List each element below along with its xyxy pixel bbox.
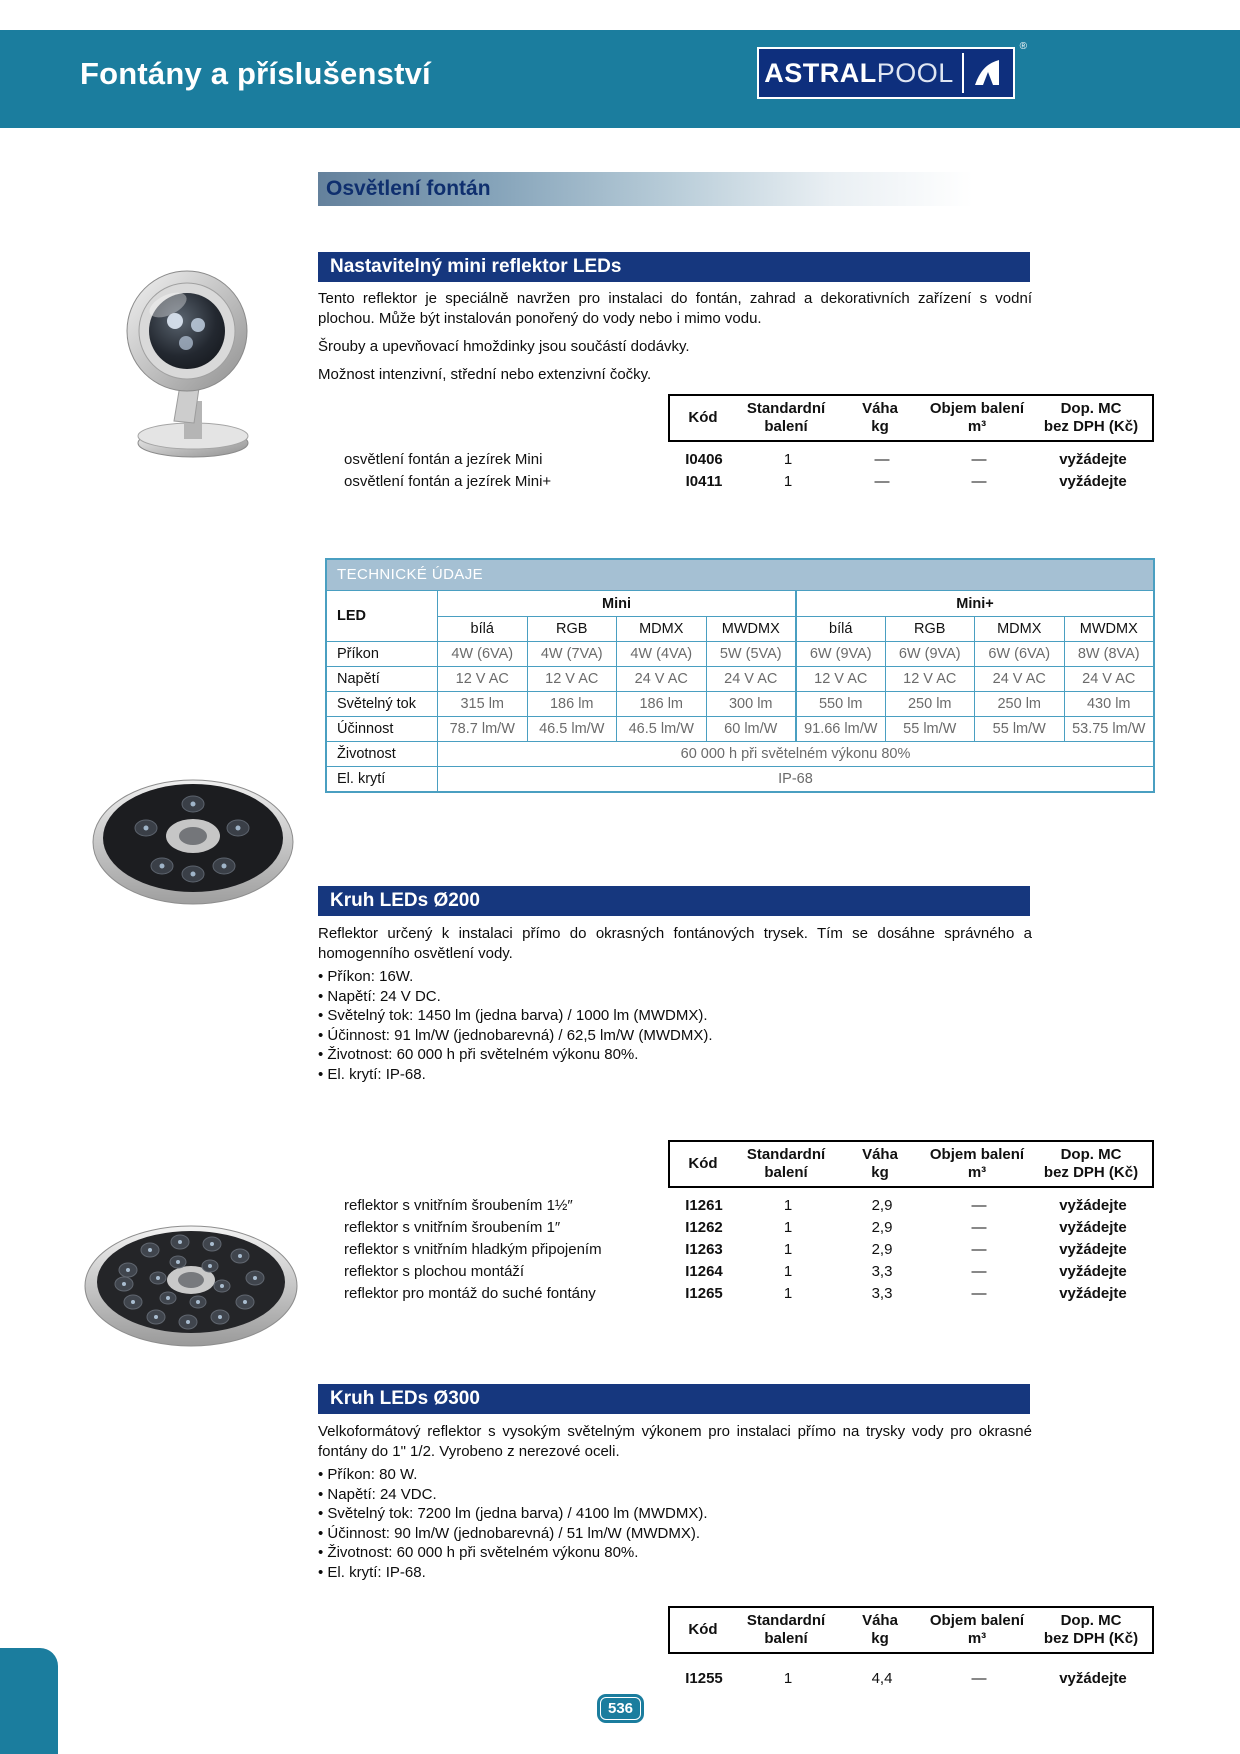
bullet-item: • Životnost: 60 000 h při světelném výkonu 80%.	[318, 1045, 1032, 1065]
cell-volume: —	[971, 1670, 987, 1687]
cell-code: I1264	[685, 1263, 723, 1280]
table-row	[330, 1285, 1160, 1302]
cell-price: vyžádejte	[1059, 1241, 1127, 1258]
cell-volume: —	[971, 451, 987, 468]
section1-paragraph-2: Šrouby a upevňovací hmoždinky jsou součástí dodávky.	[318, 338, 690, 355]
col-header-price: Dop. MC bez DPH (Kč)	[1043, 1146, 1139, 1181]
tech-value: 6W (9VA)	[795, 641, 885, 666]
tech-value: 4W (7VA)	[527, 641, 617, 666]
tech-value: 6W (9VA)	[885, 641, 975, 666]
tech-subcol: RGB	[527, 616, 617, 641]
price-table-header	[668, 394, 1154, 442]
tech-value-lifespan: 60 000 h při světelném výkonu 80%	[437, 741, 1153, 766]
cell-price: vyžádejte	[1059, 1263, 1127, 1280]
cell-code: I1255	[685, 1670, 723, 1687]
cell-weight: 2,9	[871, 1241, 893, 1258]
cell-product-name: reflektor s plochou montáží	[344, 1263, 525, 1280]
tech-value: 12 V AC	[795, 666, 885, 691]
cell-price: vyžádejte	[1059, 1285, 1127, 1302]
cell-pack: 1	[783, 1197, 793, 1214]
col-header-pack: Standardní balení	[746, 400, 826, 435]
section1-title-bar	[318, 252, 1030, 282]
section3-bullet-list	[318, 1465, 1032, 1582]
cell-volume: —	[971, 1219, 987, 1236]
tech-value: 186 lm	[616, 691, 706, 716]
product-photo-ring-300	[80, 1220, 302, 1357]
cell-weight: —	[874, 451, 890, 468]
col-header-weight: Váha kg	[862, 1612, 898, 1647]
tech-row-label: Účinnost	[327, 716, 437, 741]
bullet-item: • El. krytí: IP-68.	[318, 1065, 1032, 1085]
tech-value: 5W (5VA)	[706, 641, 796, 666]
tech-value: 53.75 lm/W	[1064, 716, 1154, 741]
tech-value: 250 lm	[885, 691, 975, 716]
cell-product-name: osvětlení fontán a jezírek Mini+	[344, 473, 552, 490]
tech-row-label: Životnost	[327, 741, 437, 766]
tech-value: 250 lm	[974, 691, 1064, 716]
tech-value: 6W (6VA)	[974, 641, 1064, 666]
technical-data-table	[325, 558, 1155, 793]
cell-code: I1262	[685, 1219, 723, 1236]
price-table-header	[668, 1606, 1154, 1654]
cell-code: I0411	[685, 473, 723, 490]
tech-value: 55 lm/W	[974, 716, 1064, 741]
tech-value: 24 V AC	[616, 666, 706, 691]
tech-value: 12 V AC	[885, 666, 975, 691]
cell-weight: 3,3	[871, 1263, 893, 1280]
section3-title: Kruh LEDs Ø300	[330, 1388, 480, 1409]
tech-value: 186 lm	[527, 691, 617, 716]
section1-title: Nastavitelný mini reflektor LEDs	[330, 256, 622, 277]
col-header-code: Kód	[688, 1621, 718, 1638]
tech-value: 78.7 lm/W	[437, 716, 527, 741]
table-row	[330, 1241, 1160, 1258]
tech-subcol: MWDMX	[706, 616, 796, 641]
astralpool-logo-icon	[962, 53, 1008, 93]
cell-volume: —	[971, 473, 987, 490]
astralpool-logo	[757, 41, 1027, 99]
tech-row-label: Světelný tok	[327, 691, 437, 716]
bullet-item: • Napětí: 24 VDC.	[318, 1485, 1032, 1505]
tech-value-ip: IP-68	[437, 766, 1153, 791]
col-header-pack: Standardní balení	[746, 1146, 826, 1181]
tech-value: 55 lm/W	[885, 716, 975, 741]
section3-title-bar	[318, 1384, 1030, 1414]
cell-pack: 1	[783, 1263, 793, 1280]
cell-weight: 3,3	[871, 1285, 893, 1302]
tech-value: 300 lm	[706, 691, 796, 716]
tech-value: 8W (8VA)	[1064, 641, 1154, 666]
col-header-volume: Objem balení m³	[929, 1612, 1025, 1647]
tech-value: 24 V AC	[706, 666, 796, 691]
tech-value: 24 V AC	[1064, 666, 1154, 691]
tech-subcol: bílá	[795, 616, 885, 641]
cell-pack: 1	[783, 1670, 793, 1687]
tech-subcol: MWDMX	[1064, 616, 1154, 641]
registered-mark: ®	[1019, 41, 1027, 52]
tech-group-mini-plus: Mini+	[795, 591, 1153, 616]
tech-value: 4W (6VA)	[437, 641, 527, 666]
bullet-item: • Účinnost: 91 lm/W (jednobarevná) / 62,5 lm/W (MWDMX).	[318, 1026, 1032, 1046]
cell-price: vyžádejte	[1059, 1219, 1127, 1236]
table-row	[330, 451, 1160, 468]
cell-code: I1265	[685, 1285, 723, 1302]
tech-subcol: RGB	[885, 616, 975, 641]
bullet-item: • El. krytí: IP-68.	[318, 1563, 1032, 1583]
tech-subcol: bílá	[437, 616, 527, 641]
cell-product-name	[330, 1670, 670, 1687]
cell-volume: —	[971, 1263, 987, 1280]
cell-product-name: reflektor pro montáž do suché fontány	[344, 1285, 596, 1302]
table-row	[330, 473, 1160, 490]
section2-title-bar	[318, 886, 1030, 916]
tech-value: 24 V AC	[974, 666, 1064, 691]
cell-price: vyžádejte	[1059, 451, 1127, 468]
table-row	[330, 1670, 1160, 1687]
cell-code: I0406	[685, 451, 723, 468]
col-header-code: Kód	[688, 409, 718, 426]
bullet-item: • Světelný tok: 1450 lm (jedna barva) / 1000 lm (MWDMX).	[318, 1006, 1032, 1026]
page-title: Fontány a příslušenství	[80, 56, 431, 91]
page-number-badge	[597, 1694, 644, 1723]
tech-corner-led: LED	[337, 608, 366, 624]
table-row	[330, 1197, 1160, 1214]
brand-bold: ASTRAL	[764, 57, 877, 88]
category-label: Osvětlení fontán	[326, 177, 491, 200]
col-header-weight: Váha kg	[862, 400, 898, 435]
section3-paragraph: Velkoformátový reflektor s vysokým světelným výkonem pro instalaci přímo na trysky vody pro okrasné fontány do 1" 1/2. Vyrobeno z nerezové oceli.	[318, 1423, 1032, 1460]
section2-bullet-list	[318, 967, 1032, 1084]
cell-price: vyžádejte	[1059, 473, 1127, 490]
section2-price-table	[330, 1140, 1160, 1307]
cell-code: I1263	[685, 1241, 723, 1258]
tech-value: 91.66 lm/W	[795, 716, 885, 741]
section2-title: Kruh LEDs Ø200	[330, 890, 480, 911]
bullet-item: • Příkon: 16W.	[318, 967, 1032, 987]
section1-paragraph-3: Možnost intenzivní, střední nebo extenzivní čočky.	[318, 366, 652, 383]
cell-price: vyžádejte	[1059, 1670, 1127, 1687]
product-photo-mini-reflector	[90, 253, 290, 466]
cell-weight: —	[874, 473, 890, 490]
col-header-price: Dop. MC bez DPH (Kč)	[1043, 400, 1139, 435]
cell-weight: 4,4	[871, 1670, 893, 1687]
tech-value: 46.5 lm/W	[527, 716, 617, 741]
tech-subcol: MDMX	[974, 616, 1064, 641]
cell-volume: —	[971, 1197, 987, 1214]
cell-pack: 1	[783, 1219, 793, 1236]
bullet-item: • Světelný tok: 7200 lm (jedna barva) / 4100 lm (MWDMX).	[318, 1504, 1032, 1524]
brand-light: POOL	[876, 57, 954, 88]
cell-product-name: reflektor s vnitřním hladkým připojením	[344, 1241, 602, 1258]
bullet-item: • Příkon: 80 W.	[318, 1465, 1032, 1485]
tech-row-label: Příkon	[327, 641, 437, 666]
col-header-pack: Standardní balení	[746, 1612, 826, 1647]
tech-value: 315 lm	[437, 691, 527, 716]
col-header-code: Kód	[688, 1155, 718, 1172]
side-tab-marker	[0, 1648, 58, 1754]
cell-price: vyžádejte	[1059, 1197, 1127, 1214]
cell-weight: 2,9	[871, 1197, 893, 1214]
tech-value: 12 V AC	[527, 666, 617, 691]
category-bar	[318, 172, 1030, 206]
bullet-item: • Životnost: 60 000 h při světelném výkonu 80%.	[318, 1543, 1032, 1563]
col-header-volume: Objem balení m³	[929, 1146, 1025, 1181]
brand-name	[764, 58, 954, 89]
table-row	[330, 1219, 1160, 1236]
col-header-price: Dop. MC bez DPH (Kč)	[1043, 1612, 1139, 1647]
cell-pack: 1	[783, 1241, 793, 1258]
tech-value: 12 V AC	[437, 666, 527, 691]
bullet-item: • Napětí: 24 V DC.	[318, 987, 1032, 1007]
tech-value: 46.5 lm/W	[616, 716, 706, 741]
page-number: 536	[600, 1697, 641, 1720]
tech-value: 430 lm	[1064, 691, 1154, 716]
price-table-header	[668, 1140, 1154, 1188]
col-header-volume: Objem balení m³	[929, 400, 1025, 435]
tech-value: 60 lm/W	[706, 716, 796, 741]
tech-row-label: El. krytí	[327, 766, 437, 791]
bullet-item: • Účinnost: 90 lm/W (jednobarevná) / 51 lm/W (MWDMX).	[318, 1524, 1032, 1544]
tech-value: 550 lm	[795, 691, 885, 716]
cell-code: I1261	[685, 1197, 723, 1214]
cell-pack: 1	[783, 1285, 793, 1302]
table-row	[330, 1263, 1160, 1280]
cell-pack: 1	[783, 473, 793, 490]
cell-volume: —	[971, 1285, 987, 1302]
tech-value: 4W (4VA)	[616, 641, 706, 666]
technical-table-title: TECHNICKÉ ÚDAJE	[327, 560, 1153, 590]
section1-price-table	[330, 394, 1160, 495]
cell-product-name: osvětlení fontán a jezírek Mini	[344, 451, 543, 468]
section3-price-table	[330, 1606, 1160, 1692]
cell-weight: 2,9	[871, 1219, 893, 1236]
tech-group-mini: Mini	[437, 591, 795, 616]
cell-volume: —	[971, 1241, 987, 1258]
product-photo-ring-200	[88, 770, 298, 915]
tech-subcol: MDMX	[616, 616, 706, 641]
section1-paragraph-1: Tento reflektor je speciálně navržen pro instalaci do fontán, zahrad a dekorativních zařízení s vodní plochou. Může být instalován ponořený do vody nebo i mimo vodu.	[318, 290, 1032, 327]
tech-row-label: Napětí	[327, 666, 437, 691]
cell-pack: 1	[783, 451, 793, 468]
cell-product-name: reflektor s vnitřním šroubením 1½″	[344, 1197, 573, 1214]
col-header-weight: Váha kg	[862, 1146, 898, 1181]
cell-product-name: reflektor s vnitřním šroubením 1″	[344, 1219, 561, 1236]
section2-paragraph: Reflektor určený k instalaci přímo do okrasných fontánových trysek. Tím se dosáhne správného a homogenního osvětlení vody.	[318, 925, 1032, 962]
